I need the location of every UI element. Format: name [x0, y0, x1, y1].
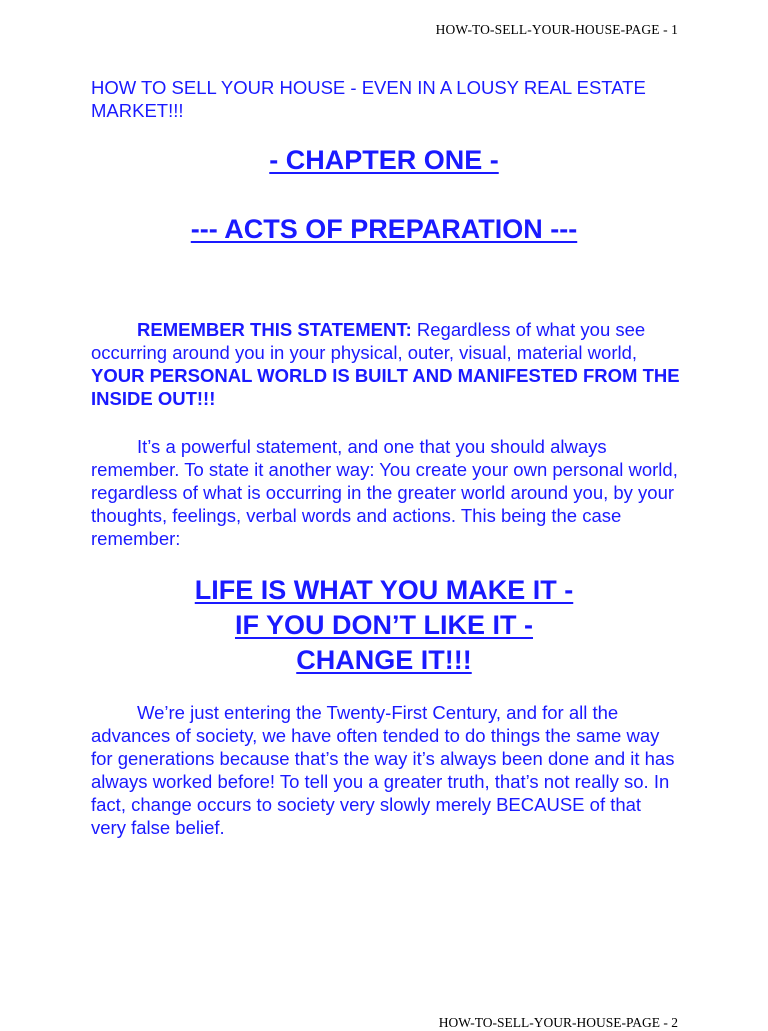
motto-line: [0, 643, 768, 678]
remember-statement-body: Regardless of what you see occurring around you in your physical, outer, visual, material world,: [91, 319, 646, 363]
motto-line: [0, 608, 768, 643]
paragraph-powerful-statement: It’s a powerful statement, and one that you should always remember. To state it another way: You create your own personal world, regardless of what is occurring in the greater world around you, by your thoughts, feelings, verbal words and actions. This being the case remember:: [91, 436, 678, 549]
motto-line-text: LIFE IS WHAT YOU MAKE IT -: [194, 575, 574, 605]
chapter-subtitle: --- ACTS OF PREPARATION ---: [190, 214, 578, 244]
paragraph-twenty-first-century: We’re just entering the Twenty-First Century, and for all the advances of society, we have often tended to do things the same way for generations because that’s the way it’s always been done and it has always worked before! To tell you a greater truth, that’s not really so. In fact, change occurs to society very slowly merely BECAUSE of that very false belief.: [91, 702, 675, 838]
document-title: HOW TO SELL YOUR HOUSE - EVEN IN A LOUSY REAL ESTATE MARKET!!!: [91, 77, 646, 121]
motto-line: [0, 573, 768, 608]
remember-statement-emphasis: YOUR PERSONAL WORLD IS BUILT AND MANIFESTED FROM THE INSIDE OUT!!!: [91, 365, 680, 409]
running-header: HOW-TO-SELL-YOUR-HOUSE-PAGE - 1: [435, 22, 678, 37]
paragraph-remember-statement: [91, 318, 681, 410]
motto-line-text: CHANGE IT!!!: [296, 645, 472, 675]
remember-statement-lead: REMEMBER THIS STATEMENT:: [137, 319, 412, 340]
chapter-heading: - CHAPTER ONE -: [269, 145, 499, 175]
next-page-header: HOW-TO-SELL-YOUR-HOUSE-PAGE - 2: [438, 1015, 678, 1030]
motto-block: [0, 573, 768, 678]
motto-line-text: IF YOU DON’T LIKE IT -: [234, 610, 533, 640]
